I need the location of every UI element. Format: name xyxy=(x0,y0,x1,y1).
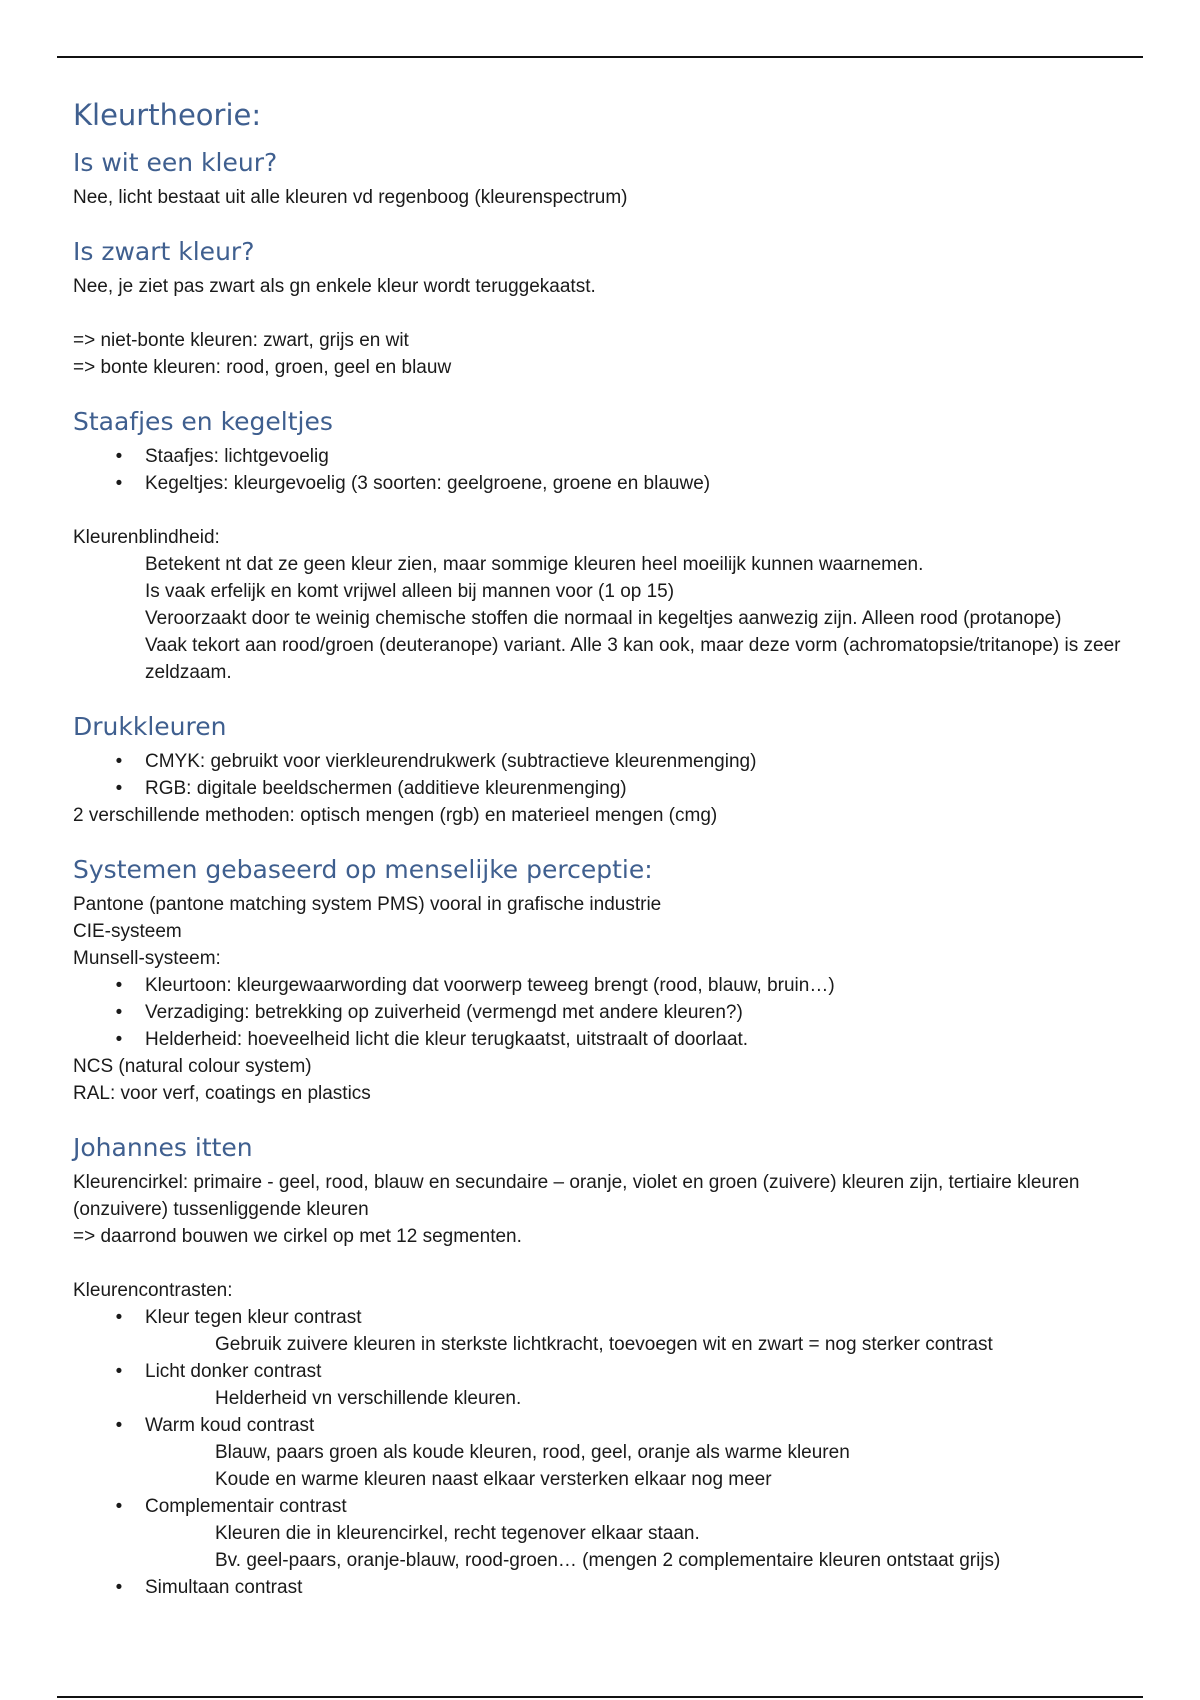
bullet-icon: • xyxy=(115,1307,123,1328)
paragraph-wit: Nee, licht bestaat uit alle kleuren vd regenboog (kleurenspectrum) xyxy=(73,187,628,208)
bullet-icon: • xyxy=(115,1029,123,1050)
list-drukkleuren xyxy=(73,748,1153,802)
contrast-item: • Licht donker contrast xyxy=(73,1358,1153,1385)
contrast-item: • Warm koud contrast xyxy=(73,1412,1153,1439)
bullet-icon: • xyxy=(115,975,123,996)
paragraph-methoden: 2 verschillende methoden: optisch mengen (rgb) en materieel mengen (cmg) xyxy=(73,805,718,826)
line-segmenten: => daarrond bouwen we cirkel op met 12 segmenten. xyxy=(73,1226,522,1247)
document-body xyxy=(73,88,1153,1601)
line-kleurenblindheid: Is vaak erfelijk en komt vrijwel alleen bij mannen voor (1 op 15) xyxy=(145,581,675,602)
line-kleurenblindheid: Veroorzaakt door te weinig chemische stoffen die normaal in kegeltjes aanwezig zijn. Alleen rood (protanope) xyxy=(145,608,1062,629)
bullet-icon: • xyxy=(115,751,123,772)
list-item: • Kegeltjes: kleurgevoelig (3 soorten: geelgroene, groene en blauwe) xyxy=(73,470,1153,497)
contrast-note: Bv. geel-paars, oranje-blauw, rood-groen… (mengen 2 complementaire kleuren ontstaat grijs) xyxy=(215,1550,1001,1571)
list-munsell xyxy=(73,972,1153,1053)
bullet-icon: • xyxy=(115,1415,123,1436)
label-kleurencontrasten: Kleurencontrasten: xyxy=(73,1280,233,1301)
line-niet-bonte: => niet-bonte kleuren: zwart, grijs en wit xyxy=(73,330,409,351)
bullet-icon: • xyxy=(115,1002,123,1023)
bullet-icon: • xyxy=(115,446,123,467)
list-contrasten xyxy=(73,1304,1153,1331)
line-ncs: NCS (natural colour system) xyxy=(73,1056,312,1077)
page-title: Kleurtheorie: xyxy=(73,98,262,132)
line-ral: RAL: voor verf, coatings en plastics xyxy=(73,1083,371,1104)
heading-staafjes: Staafjes en kegeltjes xyxy=(73,407,333,436)
label-kleurenblindheid: Kleurenblindheid: xyxy=(73,527,220,548)
contrast-item: • Complementair contrast xyxy=(73,1493,1153,1520)
list-item: • Staafjes: lichtgevoelig xyxy=(73,443,1153,470)
heading-systemen: Systemen gebaseerd op menselijke perceptie: xyxy=(73,855,653,884)
bullet-icon: • xyxy=(115,1496,123,1517)
header-rule xyxy=(57,56,1143,58)
paragraph-kleurencirkel: Kleurencirkel: primaire - geel, rood, blauw en secundaire – oranje, violet en groen (zuivere) kleuren zijn, tertiaire kleuren (onzuivere) tussenliggende kleuren xyxy=(73,1172,1080,1220)
bullet-icon: • xyxy=(115,473,123,494)
contrast-note: Kleuren die in kleurencirkel, recht tegenover elkaar staan. xyxy=(215,1523,700,1544)
list-item: • CMYK: gebruikt voor vierkleurendrukwerk (subtractieve kleurenmenging) xyxy=(73,748,1153,775)
heading-itten: Johannes itten xyxy=(73,1133,253,1162)
heading-is-wit: Is wit een kleur? xyxy=(73,148,278,177)
footer-rule xyxy=(57,1696,1143,1698)
contrast-note: Gebruik zuivere kleuren in sterkste lichtkracht, toevoegen wit en zwart = nog sterker contrast xyxy=(215,1334,993,1355)
bullet-icon: • xyxy=(115,778,123,799)
list-item: • Kleurtoon: kleurgewaarwording dat voorwerp teweeg brengt (rood, blauw, bruin…) xyxy=(73,972,1153,999)
bullet-icon: • xyxy=(115,1577,123,1598)
contrast-note: Helderheid vn verschillende kleuren. xyxy=(215,1388,522,1409)
line-kleurenblindheid: Betekent nt dat ze geen kleur zien, maar sommige kleuren heel moeilijk kunnen waarnemen. xyxy=(145,554,924,575)
bullet-icon: • xyxy=(115,1361,123,1382)
list-staafjes xyxy=(73,443,1153,497)
line-pantone: Pantone (pantone matching system PMS) vooral in grafische industrie xyxy=(73,894,662,915)
heading-is-zwart: Is zwart kleur? xyxy=(73,237,255,266)
line-kleurenblindheid: Vaak tekort aan rood/groen (deuteranope) variant. Alle 3 kan ook, maar deze vorm (achromatopsie/tritanope) is zeer zeldzaam. xyxy=(145,635,1121,683)
line-bonte: => bonte kleuren: rood, groen, geel en blauw xyxy=(73,357,452,378)
list-item: • Verzadiging: betrekking op zuiverheid (vermengd met andere kleuren?) xyxy=(73,999,1153,1026)
contrast-item: • Simultaan contrast xyxy=(73,1574,1153,1601)
list-item: • Helderheid: hoeveelheid licht die kleur terugkaatst, uitstraalt of doorlaat. xyxy=(73,1026,1153,1053)
line-munsell: Munsell-systeem: xyxy=(73,948,221,969)
heading-drukkleuren: Drukkleuren xyxy=(73,712,227,741)
contrast-note: Blauw, paars groen als koude kleuren, rood, geel, oranje als warme kleuren xyxy=(215,1442,850,1463)
line-cie: CIE-systeem xyxy=(73,921,182,942)
paragraph-zwart: Nee, je ziet pas zwart als gn enkele kleur wordt teruggekaatst. xyxy=(73,276,596,297)
contrast-note: Koude en warme kleuren naast elkaar versterken elkaar nog meer xyxy=(215,1469,772,1490)
list-item: • RGB: digitale beeldschermen (additieve kleurenmenging) xyxy=(73,775,1153,802)
contrast-item: • Kleur tegen kleur contrast xyxy=(73,1304,1153,1331)
